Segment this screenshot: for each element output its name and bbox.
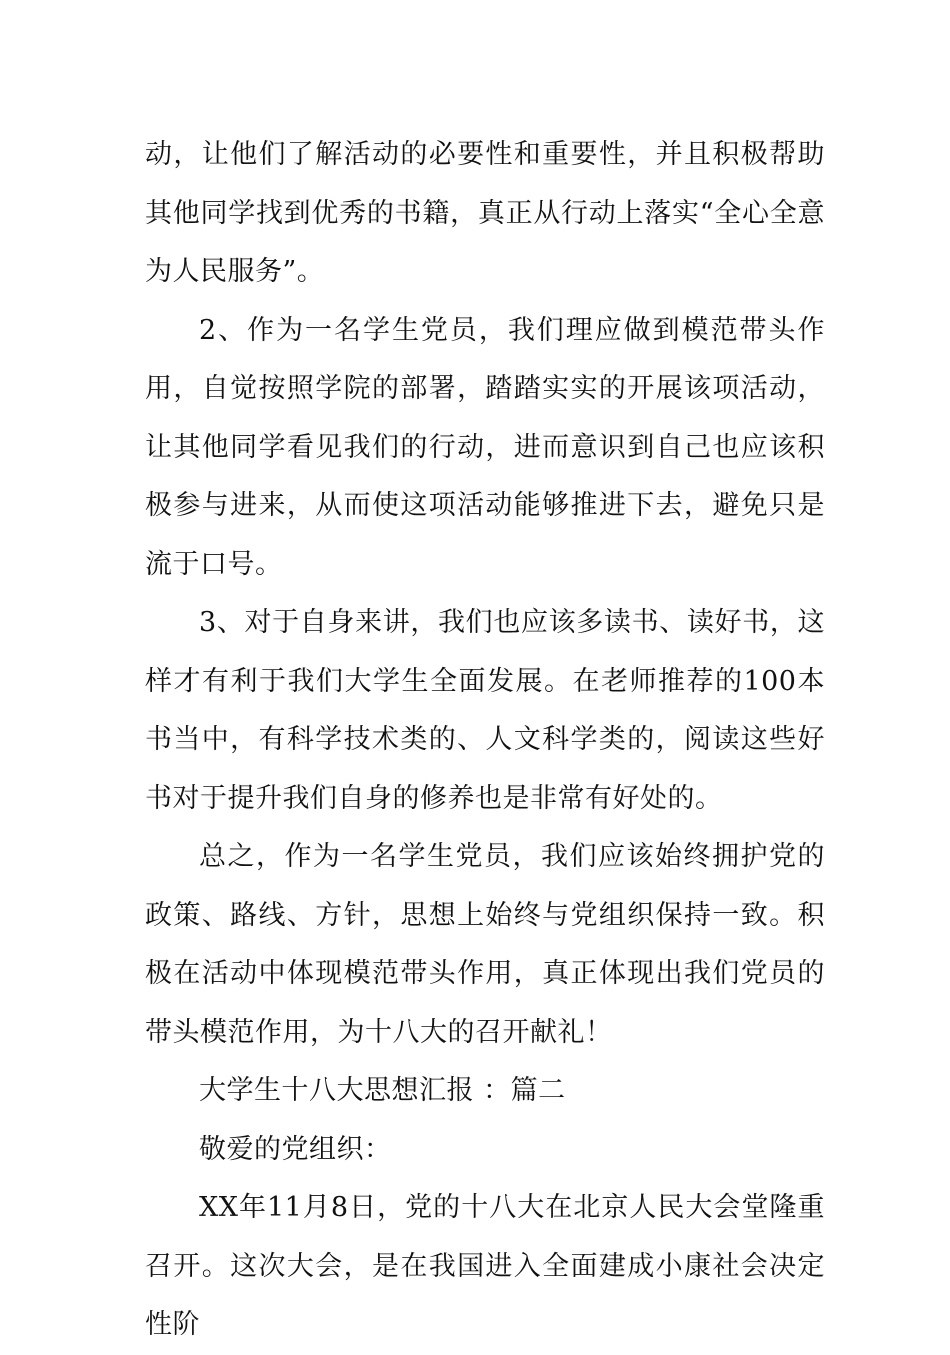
paragraph-point-2: 2、作为一名学生党员，我们理应做到模范带头作用，自觉按照学院的部署，踏踏实实的开展该项活动，让其他同学看见我们的行动，进而意识到自己也应该积极参与进来，从而使这项活动能够推进下去，避免只是流于口号。	[145, 314, 825, 580]
document-body	[145, 126, 825, 1355]
paragraph-continuation: 动，让他们了解活动的必要性和重要性，并且积极帮助其他同学找到优秀的书籍，真正从行动上落实“全心全意为人民服务”。	[145, 139, 825, 287]
paragraph-opening: XX年11月8日，党的十八大在北京人民大会堂隆重召开。这次大会，是在我国进入全面建成小康社会决定性阶	[145, 1192, 825, 1340]
paragraph-conclusion: 总之，作为一名学生党员，我们应该始终拥护党的政策、路线、方针，思想上始终与党组织保持一致。积极在活动中体现模范带头作用，真正体现出我们党员的带头模范作用，为十八大的召开献礼！	[145, 841, 825, 1048]
paragraph-point-3: 3、对于自身来讲，我们也应该多读书、读好书，这样才有利于我们大学生全面发展。在老师推荐的100本书当中，有科学技术类的、人文科学类的，阅读这些好书对于提升我们自身的修养也是非常有好处的。	[145, 607, 825, 814]
salutation: 敬爱的党组织：	[199, 1133, 392, 1165]
section-heading: 大学生十八大思想汇报 ：篇二	[199, 1075, 566, 1106]
